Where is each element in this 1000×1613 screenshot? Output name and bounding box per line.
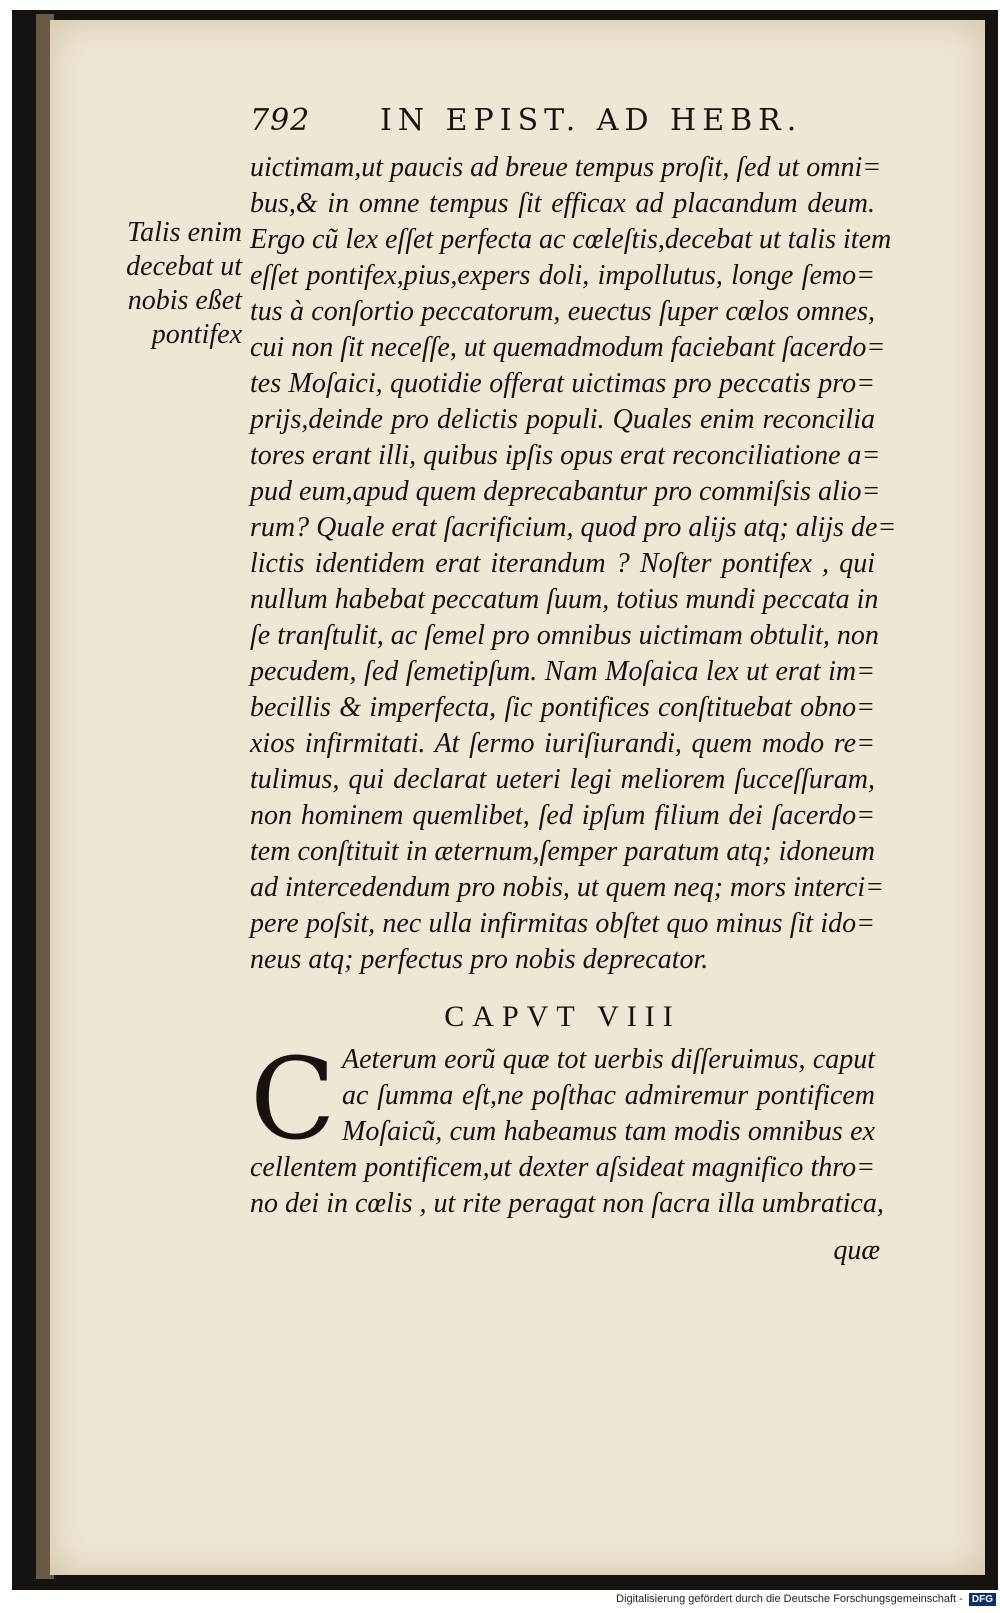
text-line: tes Moſaici, quotidie offerat uictimas pro peccatis pro= (250, 368, 875, 399)
text-line: cellentem pontificem,ut dexter aſsideat magnifico thro= (250, 1152, 875, 1183)
text-line: pud eum,apud quem deprecabantur pro commiſsis alio= (250, 476, 881, 507)
text-line: pere poſsit, nec ulla infirmitas obſtet quo minus ſit ido= (250, 908, 875, 939)
text-line: tulimus, qui declarat ueteri legi meliorem ſucceſſuram, (250, 764, 875, 795)
text-line: bus,& in omne tempus ſit efficax ad placandum deum. (250, 188, 875, 219)
text-line: ad intercedendum pro nobis, ut quem neq; mors interci= (250, 872, 885, 903)
page-number: 792 (250, 103, 311, 138)
chapter-heading: CAPVT VIII (444, 1000, 681, 1033)
marginal-note-line: nobis eßet (127, 285, 242, 316)
text-line: Moſaicũ, cum habeamus tam modis omnibus ex (342, 1116, 875, 1147)
text-line: Aeterum eorũ quæ tot uerbis diſſeruimus, caput (342, 1044, 875, 1075)
marginal-note-line: decebat ut (126, 251, 242, 282)
chapter-text (250, 1035, 884, 1222)
drop-cap-initial: C (250, 1035, 336, 1165)
marginal-note-line: pontifex (151, 319, 242, 350)
text-line: no dei in cœlis , ut rite peragat non ſacra illa umbratica, (250, 1188, 884, 1219)
main-text (250, 150, 897, 978)
text-line: non hominem quemlibet, ſed ipſum filium dei ſacerdo= (250, 800, 875, 831)
text-line: xios infirmitati. At ſermo iuriſiurandi, quem modo re= (250, 728, 875, 759)
text-line: Ergo cũ lex eſſet perfecta ac cœleſtis,decebat ut talis item (250, 224, 892, 255)
digitization-credit (580, 1593, 996, 1611)
text-line: uictimam,ut paucis ad breue tempus proſit, ſed ut omni= (250, 152, 882, 183)
text-line: ac ſumma eſt,ne poſthac admiremur pontificem (342, 1080, 875, 1111)
catchword: quæ (833, 1235, 880, 1266)
text-line: nullum habebat peccatum ſuum, totius mundi peccata in (250, 584, 879, 615)
running-head (250, 103, 810, 139)
text-line: rum? Quale erat ſacrificium, quod pro alijs atq; alijs de= (250, 512, 897, 543)
text-line: eſſet pontifex,pius,expers doli, impollutus, longe ſemo= (250, 260, 875, 291)
marginal-note (92, 216, 242, 352)
text-line: pecudem, ſed ſemetipſum. Nam Moſaica lex ut erat im= (250, 656, 875, 687)
text-line: tores erant illi, quibus ipſis opus erat reconciliatione a= (250, 440, 881, 471)
text-line: tus à conſortio peccatorum, euectus ſuper cœlos omnes, (250, 296, 875, 327)
text-line: cui non ſit neceſſe, ut quemadmodum faciebant ſacerdo= (250, 332, 886, 363)
text-line: ſe tranſtulit, ac ſemel pro omnibus uictimam obtulit, non (250, 620, 879, 651)
text-line: neus atq; perfectus pro nobis deprecator. (250, 944, 709, 975)
marginal-note-line: Talis enim (127, 217, 242, 248)
dfg-logo: DFG (969, 1593, 996, 1606)
text-line: becillis & imperfecta, ſic pontifices conſtituebat obno= (250, 692, 875, 723)
text-line: lictis identidem erat iterandum ? Noſter pontifex , qui (250, 548, 875, 579)
running-title: IN EPIST. AD HEBR. (380, 103, 803, 138)
credit-text: Digitalisierung gefördert durch die Deutsche Forschungsgemeinschaft - (616, 1593, 963, 1605)
text-line: tem conſtituit in æternum,ſemper paratum atq; idoneum (250, 836, 875, 867)
text-line: prijs,deinde pro delictis populi. Quales enim reconcilia (250, 404, 875, 435)
